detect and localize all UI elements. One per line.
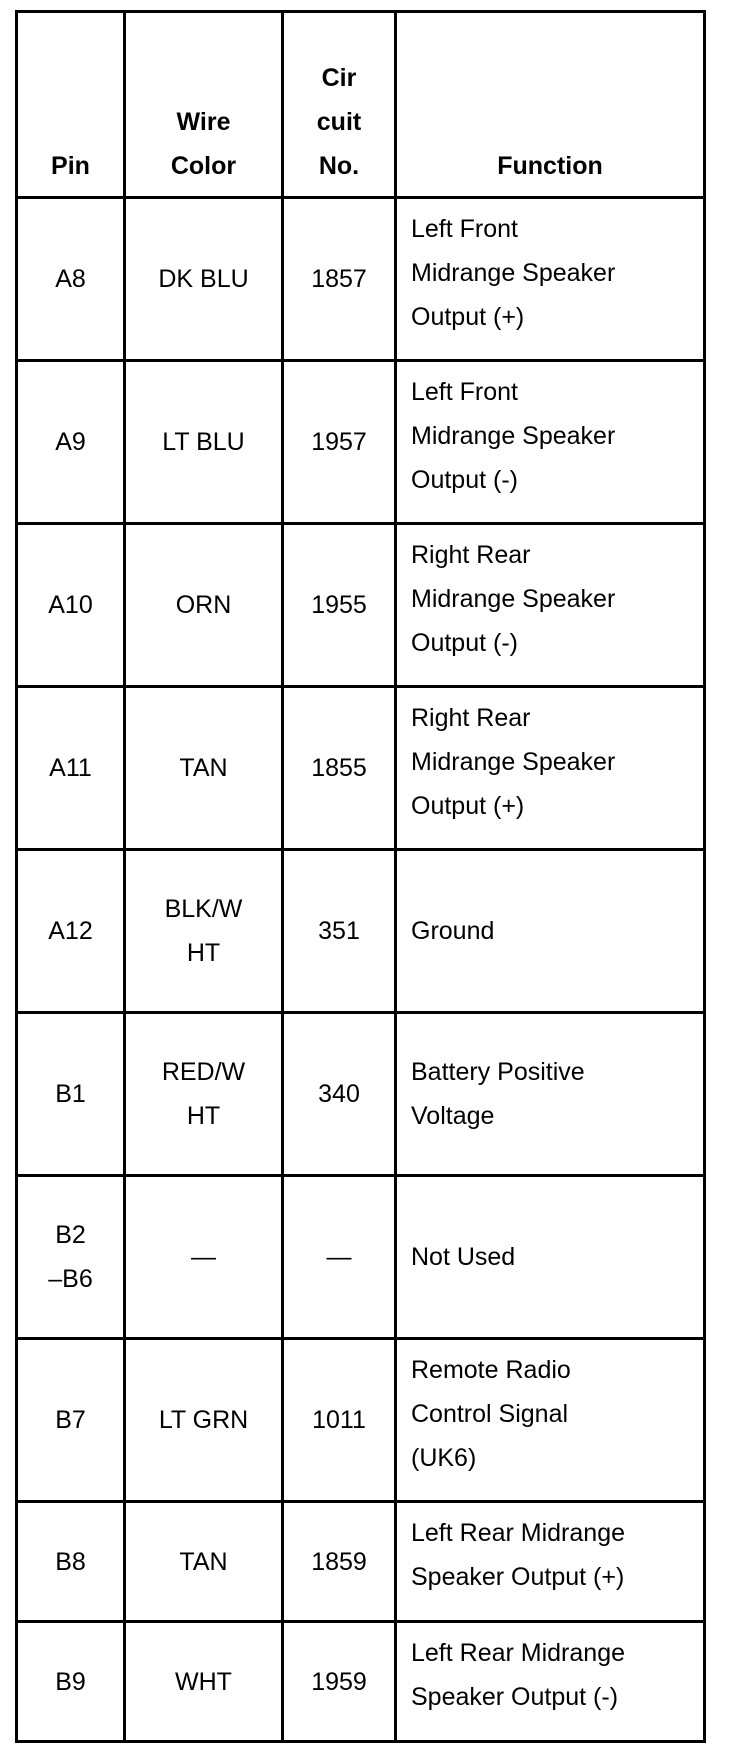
table-row [17, 1622, 705, 1742]
cell-pin: B8 [17, 1502, 125, 1622]
table-row [17, 524, 705, 687]
cell-wire-color: RED/W HT [125, 1013, 283, 1176]
cell-function: Battery Positive Voltage [396, 1013, 705, 1176]
cell-function: Ground [396, 850, 705, 1013]
cell-function: Right Rear Midrange Speaker Output (+) [396, 687, 705, 850]
table-row [17, 1339, 705, 1502]
cell-wire-color: ORN [125, 524, 283, 687]
header-function: Function [396, 12, 705, 198]
table-row [17, 198, 705, 361]
cell-wire-color: TAN [125, 1502, 283, 1622]
cell-circuit-no: 1855 [283, 687, 396, 850]
cell-pin: B1 [17, 1013, 125, 1176]
cell-wire-color: BLK/W HT [125, 850, 283, 1013]
table-row [17, 687, 705, 850]
header-circuit-no: Cir cuit No. [283, 12, 396, 198]
table-row [17, 1176, 705, 1339]
cell-function: Right Rear Midrange Speaker Output (-) [396, 524, 705, 687]
cell-wire-color: — [125, 1176, 283, 1339]
cell-function: Left Rear Midrange Speaker Output (-) [396, 1622, 705, 1742]
cell-wire-color: LT BLU [125, 361, 283, 524]
cell-circuit-no: — [283, 1176, 396, 1339]
cell-wire-color: TAN [125, 687, 283, 850]
cell-pin: A12 [17, 850, 125, 1013]
cell-wire-color: DK BLU [125, 198, 283, 361]
cell-pin: B9 [17, 1622, 125, 1742]
cell-circuit-no: 1959 [283, 1622, 396, 1742]
table-row [17, 850, 705, 1013]
table-row [17, 1502, 705, 1622]
header-wire-color: Wire Color [125, 12, 283, 198]
connector-pinout-sheet [15, 10, 706, 1743]
cell-pin: B2 –B6 [17, 1176, 125, 1339]
header-pin: Pin [17, 12, 125, 198]
cell-pin: A9 [17, 361, 125, 524]
table-row [17, 1013, 705, 1176]
cell-wire-color: LT GRN [125, 1339, 283, 1502]
cell-circuit-no: 1859 [283, 1502, 396, 1622]
cell-function: Left Rear Midrange Speaker Output (+) [396, 1502, 705, 1622]
cell-circuit-no: 1011 [283, 1339, 396, 1502]
cell-circuit-no: 351 [283, 850, 396, 1013]
cell-circuit-no: 1955 [283, 524, 396, 687]
cell-pin: A8 [17, 198, 125, 361]
cell-circuit-no: 1857 [283, 198, 396, 361]
cell-function: Remote Radio Control Signal (UK6) [396, 1339, 705, 1502]
connector-pinout-table [15, 10, 706, 1743]
cell-pin: A10 [17, 524, 125, 687]
cell-function: Left Front Midrange Speaker Output (+) [396, 198, 705, 361]
cell-pin: A11 [17, 687, 125, 850]
header-row [17, 12, 705, 198]
cell-wire-color: WHT [125, 1622, 283, 1742]
cell-circuit-no: 1957 [283, 361, 396, 524]
table-row [17, 361, 705, 524]
cell-circuit-no: 340 [283, 1013, 396, 1176]
cell-function: Not Used [396, 1176, 705, 1339]
cell-function: Left Front Midrange Speaker Output (-) [396, 361, 705, 524]
cell-pin: B7 [17, 1339, 125, 1502]
